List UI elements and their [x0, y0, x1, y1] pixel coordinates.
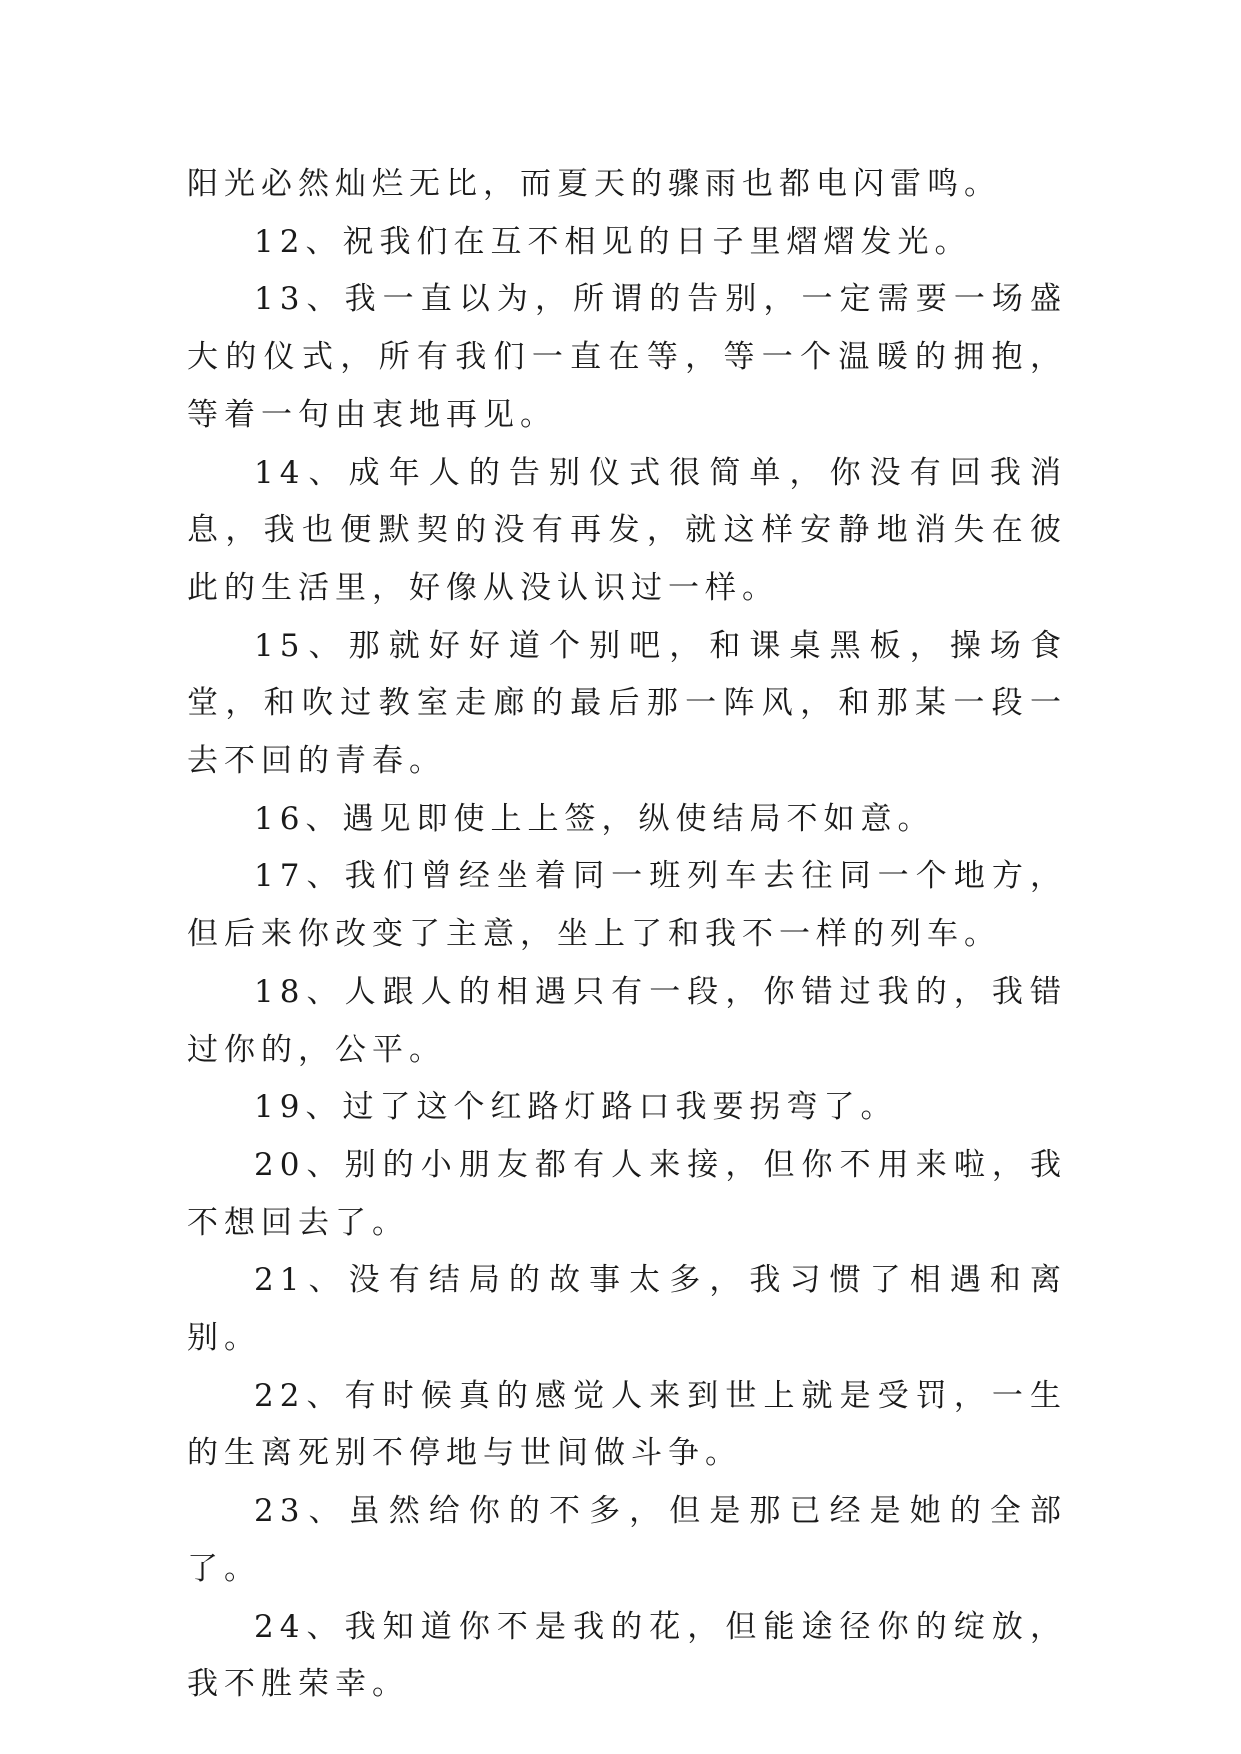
document-body	[187, 156, 1067, 1714]
paragraph-22: 22、有时候真的感觉人来到世上就是受罚，一生的生离死别不停地与世间做斗争。	[187, 1377, 1067, 1472]
paragraph-16: 16、遇见即使上上签，纵使结局不如意。	[254, 800, 935, 837]
paragraph-24: 24、我知道你不是我的花，但能途径你的绽放，我不胜荣幸。	[187, 1608, 1067, 1703]
paragraph-12: 12、祝我们在互不相见的日子里熠熠发光。	[254, 223, 972, 260]
paragraph-18: 18、人跟人的相遇只有一段，你错过我的，我错过你的，公平。	[187, 973, 1067, 1068]
paragraph-23: 23、虽然给你的不多，但是那已经是她的全部了。	[187, 1493, 1067, 1587]
paragraph-14: 14、成年人的告别仪式很简单，你没有回我消息，我也便默契的没有再发，就这样安静地消失在彼此的生活里，好像从没认识过一样。	[187, 454, 1067, 606]
paragraph-continuation: 阳光必然灿烂无比，而夏天的骤雨也都电闪雷鸣。	[187, 166, 1001, 202]
paragraph-15: 15、那就好好道个别吧，和课桌黑板，操场食堂，和吹过教室走廊的最后那一阵风，和那某一段一去不回的青春。	[187, 627, 1067, 780]
paragraph-17: 17、我们曾经坐着同一班列车去往同一个地方，但后来你改变了主意，坐上了和我不一样的列车。	[187, 858, 1067, 953]
paragraph-21: 21、没有结局的故事太多，我习惯了相遇和离别。	[187, 1262, 1067, 1357]
paragraph-20: 20、别的小朋友都有人来接，但你不用来啦，我不想回去了。	[187, 1146, 1067, 1241]
paragraph-19: 19、过了这个红路灯路口我要拐弯了。	[254, 1089, 898, 1126]
paragraph-13: 13、我一直以为，所谓的告别，一定需要一场盛大的仪式，所有我们一直在等，等一个温暖的拥抱，等着一句由衷地再见。	[187, 281, 1067, 433]
